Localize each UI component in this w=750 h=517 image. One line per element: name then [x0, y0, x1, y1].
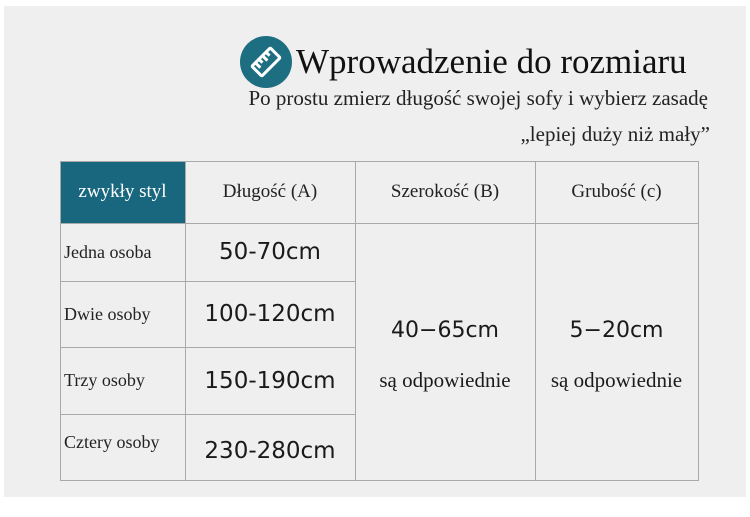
grid-line [535, 161, 536, 481]
length-one-person: 50-70cm [219, 239, 321, 265]
row-label-two-persons: Dwie osoby [64, 303, 151, 324]
row-label-four-persons: Cztery osoby [64, 432, 160, 452]
grid-line [698, 161, 699, 481]
grid-line [355, 161, 356, 481]
grid-line [60, 223, 698, 224]
length-four-persons: 230-280cm [204, 438, 336, 464]
length-two-persons: 100-120cm [204, 301, 336, 327]
row-label-one-person: Jedna osoba [64, 241, 152, 262]
thickness-note: są odpowiednie [550, 367, 683, 392]
thickness-value: 5−20cm [569, 317, 664, 343]
grid-line [185, 161, 186, 481]
grid-line [60, 161, 698, 162]
column-header-width: Szerokość (B) [390, 181, 500, 202]
column-header-thickness: Grubość (c) [571, 181, 662, 202]
width-value: 40−65cm [391, 317, 499, 343]
grid-line [60, 281, 355, 282]
grid-line [60, 161, 61, 481]
subtitle-line-2: „lepiej duży niż mały” [520, 122, 710, 146]
width-note: są odpowiednie [379, 367, 511, 392]
column-header-length: Długość (A) [222, 181, 318, 202]
page-title: Wprowadzenie do rozmiaru [296, 42, 687, 81]
grid-line [60, 347, 355, 348]
column-header-style: zwykły styl [60, 161, 185, 223]
grid-line [60, 414, 355, 415]
row-label-three-persons: Trzy osoby [64, 370, 145, 390]
subtitle-line-1: Po prostu zmierz długość swojej sofy i wybierz zasadę [248, 86, 708, 110]
grid-line [60, 480, 698, 481]
length-three-persons: 150-190cm [204, 367, 336, 394]
ruler-icon [240, 36, 292, 88]
